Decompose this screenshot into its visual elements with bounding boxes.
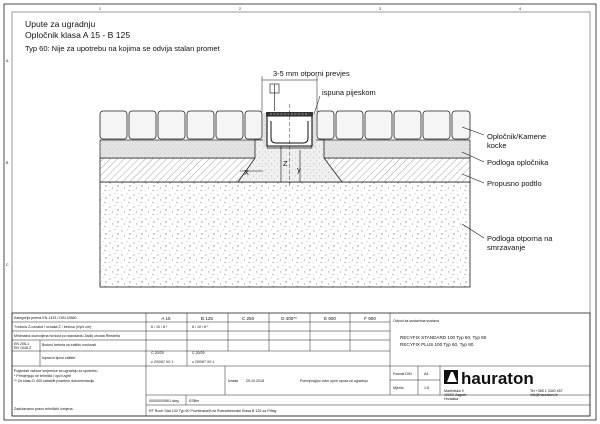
pavers-left [100,111,262,139]
class-d400: D 400** [281,316,297,321]
paver [394,111,421,139]
paver [187,111,214,139]
frame-marker-left-a: A [6,59,9,63]
standard-en206: EN 206-1 [14,342,30,346]
title-block-frame [12,313,590,416]
dim-label: 3-5 mm otporni prevjes [273,69,350,78]
legend-paver-line1: Opločnik/Kamene [487,132,547,141]
paver [317,111,334,139]
row-label-hardness: Tvrdoća Z-oznaka / oznaka Z / betona (x/y/z cm) [14,325,92,329]
footer-text: RF Rooh Stat 100 Typ 60 Površinska/Kovi Rubnobetonski Klasa B 125 za Prilag [149,409,277,413]
legend-bedding: Podloga opločnika [487,158,549,167]
contact-line-2: info@hauraton.hr [530,393,558,397]
paver [336,111,363,139]
note-1: Pogledati važeće smjernice za ugradnju za upotrebu [14,369,98,373]
system-line-2: RECYFIX PLUS 100 Typ 60, Typ 80 [400,342,474,347]
paver [216,111,243,139]
contact-line-1: Tel +385 1 3340 457 [530,389,563,393]
paver [158,111,185,139]
date-value: 29.10.2018 [246,379,264,383]
scale-value: 1:5 [424,386,429,390]
sand-fill-left [263,113,267,148]
class-b125: B 125 [200,316,214,321]
remark: Pomnjivaj/po ovim opće uputa za ugradnju [300,379,368,383]
paver [129,111,156,139]
fill-label: ispuna pijeskom [322,88,376,97]
frame-marker-top-3: 3 [379,7,381,11]
brand-name: hauraton [461,369,534,388]
class-c250: C 250 [241,316,255,321]
row-label-min-strength: Minimalna dozvoljena tvrdoća po standardu Zadilj uhvata Rhedella [14,334,120,338]
format-label: Format DIN [393,372,412,376]
pavers-right [317,111,470,139]
frame-marker-top-4: 4 [519,7,521,11]
subtitle: Typ 60: Nije za upotrebu na kojima se odvija stalan promet [25,44,220,53]
address-line-2: 10000 Zagreb [444,393,467,397]
paver [100,111,127,139]
note-2: * Primjenjuju se tehnički i opći uvjeti [14,374,71,378]
title-line-2: Opločnik klasa A 15 - B 125 [25,30,131,40]
standard-en1045: EN 1045-2 [14,346,32,350]
drawing-number: 000000/008/1.dwg [149,399,179,403]
value-b125-concrete: C 20/25 [192,351,205,355]
frame-marker-top-1: 1 [99,7,101,11]
row-label-concrete: Bodovi betona za zaštitu nosivosti [42,343,97,347]
value-a15-xyz: 6 / 10 / 8 * [151,325,168,329]
paver [245,111,262,139]
value-b125-protection: ≥ 200/67 X0 1 [192,360,215,364]
paver [423,111,450,139]
x-label: X [244,168,250,177]
paver [365,111,392,139]
z-label: Z [283,159,288,168]
address-line-3: Hrvatska [444,397,459,401]
class-f900: F 900 [364,316,376,321]
legend-paver-line2: kocke [487,141,507,150]
system-line-1: RECYFIX STANDARD 100 Typ 60, Typ 80 [400,335,487,340]
legend-frost-line1: Podloga otporna na [487,234,553,243]
frame-marker-left-c: C [6,263,9,267]
address-line-1: Madridska 9 [444,389,464,393]
frame-marker-left-b: B [6,161,9,165]
hauraton-logo [444,369,534,388]
footer-left: Zadržavamo pravo tehničkih izmjena [14,407,73,411]
class-a15: A 15 [161,316,171,321]
value-a15-concrete: C 20/25 [151,351,164,355]
scale-label: Mjerilo [393,386,404,390]
paver [452,111,470,139]
legend-frost-line2: smrzavanje [487,243,526,252]
class-e600: E 600 [323,316,337,321]
legend-permeable: Propusno podtlo [487,179,542,188]
row-label-protection: Ispravni tipovi zaštite [42,356,76,360]
frame-marker-top-2: 2 [239,7,241,11]
frost-layer [100,182,470,287]
value-a15-protection: ≥ 200/67 X0 1 [151,360,174,364]
note-3: ** Za klasu D 400 zatražiti posebnu dokumentaciju [14,379,95,383]
author: ESBm [189,399,200,403]
sand-fill-right [312,113,316,148]
cross-section [100,69,553,287]
date-label: Izrada [228,379,238,383]
system-heading: Odvod sa sustavima sustava [393,319,439,323]
y-label: y [297,165,301,174]
title-block [12,313,590,416]
value-b125-xyz: 6 / 10 / 8 * [192,325,209,329]
format-value: A4 [424,372,429,376]
title-line-1: Upute za ugradnju [25,19,96,29]
row-label-category: Kategorija prema EN 1433 / DIN 19580 [14,316,77,320]
